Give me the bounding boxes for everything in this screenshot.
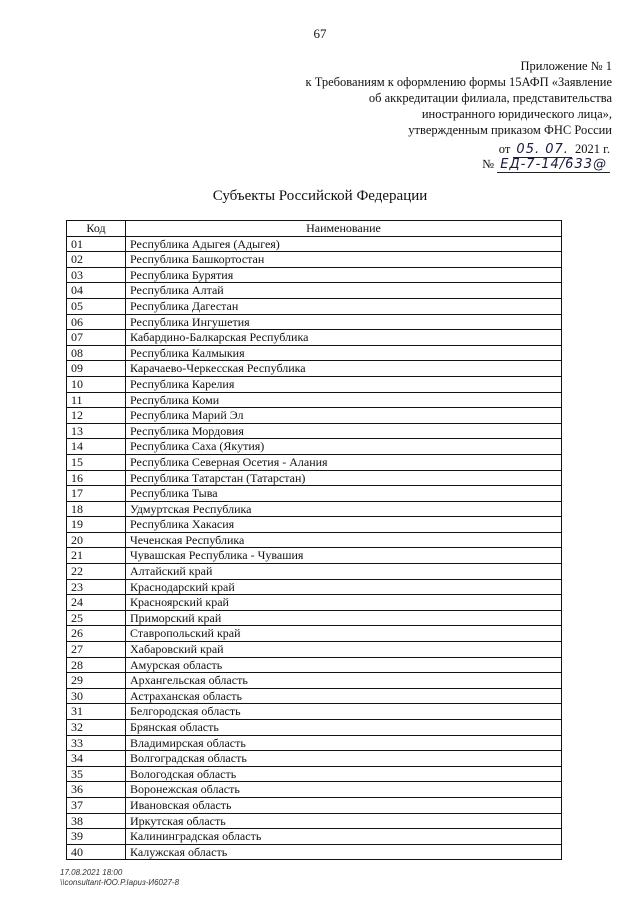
table-row — [67, 298, 562, 314]
table-row — [67, 610, 562, 626]
row-code: 24 — [67, 595, 126, 611]
table-row — [67, 486, 562, 502]
row-code: 21 — [67, 548, 126, 564]
row-code: 09 — [67, 361, 126, 377]
row-name: Краснодарский край — [126, 579, 562, 595]
row-code: 27 — [67, 642, 126, 658]
row-name: Волгоградская область — [126, 751, 562, 767]
table-row — [67, 314, 562, 330]
subjects-table — [66, 220, 562, 860]
row-name: Республика Тыва — [126, 486, 562, 502]
row-name: Амурская область — [126, 657, 562, 673]
row-name: Республика Марий Эл — [126, 408, 562, 424]
row-code: 08 — [67, 345, 126, 361]
row-code: 23 — [67, 579, 126, 595]
row-code: 40 — [67, 844, 126, 860]
date-prefix: от — [498, 142, 511, 156]
row-code: 04 — [67, 283, 126, 299]
row-name: Республика Адыгея (Адыгея) — [126, 236, 562, 252]
date-suffix: 2021 г. — [575, 142, 610, 156]
table-row — [67, 813, 562, 829]
table-row — [67, 548, 562, 564]
row-code: 25 — [67, 610, 126, 626]
row-name: Республика Коми — [126, 392, 562, 408]
table-row — [67, 657, 562, 673]
row-name: Республика Хакасия — [126, 517, 562, 533]
table-row — [67, 361, 562, 377]
table-row — [67, 408, 562, 424]
table-row — [67, 252, 562, 268]
row-name: Астраханская область — [126, 688, 562, 704]
row-code: 20 — [67, 532, 126, 548]
table-row — [67, 751, 562, 767]
table-row — [67, 439, 562, 455]
date-handwritten: 05. 07. — [513, 142, 571, 158]
row-name: Иркутская область — [126, 813, 562, 829]
row-name: Приморский край — [126, 610, 562, 626]
table-row — [67, 579, 562, 595]
table-row — [67, 376, 562, 392]
row-name: Чеченская Республика — [126, 532, 562, 548]
row-name: Владимирская область — [126, 735, 562, 751]
appendix-line: к Требованиям к оформлению формы 15АФП «Заявление — [305, 75, 612, 89]
row-code: 16 — [67, 470, 126, 486]
row-code: 05 — [67, 298, 126, 314]
table-row — [67, 766, 562, 782]
row-name: Республика Северная Осетия - Алания — [126, 454, 562, 470]
row-code: 10 — [67, 376, 126, 392]
row-code: 35 — [67, 766, 126, 782]
row-code: 13 — [67, 423, 126, 439]
row-code: 36 — [67, 782, 126, 798]
table-row — [67, 720, 562, 736]
row-name: Воронежская область — [126, 782, 562, 798]
table-row — [67, 236, 562, 252]
appendix-line: об аккредитации филиала, представительства — [368, 91, 612, 105]
table-row — [67, 564, 562, 580]
table-row — [67, 704, 562, 720]
table-row — [67, 423, 562, 439]
document-title: Субъекты Российской Федерации — [212, 188, 428, 204]
row-code: 12 — [67, 408, 126, 424]
row-code: 34 — [67, 751, 126, 767]
row-name: Ивановская область — [126, 797, 562, 813]
row-name: Алтайский край — [126, 564, 562, 580]
row-code: 32 — [67, 720, 126, 736]
table-row — [67, 330, 562, 346]
order-date — [410, 142, 610, 157]
table-row — [67, 735, 562, 751]
row-code: 11 — [67, 392, 126, 408]
table-row — [67, 517, 562, 533]
row-name: Республика Ингушетия — [126, 314, 562, 330]
table-row — [67, 829, 562, 845]
table-row — [67, 454, 562, 470]
row-name: Калининградская область — [126, 829, 562, 845]
table-row — [67, 797, 562, 813]
row-code: 02 — [67, 252, 126, 268]
table-row — [67, 532, 562, 548]
table-row — [67, 470, 562, 486]
row-code: 19 — [67, 517, 126, 533]
number-handwritten: ЕД-7-14/633@ — [497, 157, 610, 173]
table-row — [67, 595, 562, 611]
table-row — [67, 844, 562, 860]
appendix-line: Приложение № 1 — [520, 59, 612, 73]
table-row — [67, 688, 562, 704]
table-row — [67, 501, 562, 517]
order-number — [410, 157, 610, 172]
row-code: 26 — [67, 626, 126, 642]
row-code: 14 — [67, 439, 126, 455]
row-name: Республика Алтай — [126, 283, 562, 299]
row-code: 38 — [67, 813, 126, 829]
row-name: Карачаево-Черкесская Республика — [126, 361, 562, 377]
row-name: Республика Калмыкия — [126, 345, 562, 361]
row-code: 29 — [67, 673, 126, 689]
row-code: 15 — [67, 454, 126, 470]
row-name: Вологодская область — [126, 766, 562, 782]
row-code: 18 — [67, 501, 126, 517]
row-code: 30 — [67, 688, 126, 704]
row-name: Республика Бурятия — [126, 267, 562, 283]
row-name: Республика Саха (Якутия) — [126, 439, 562, 455]
row-name: Архангельская область — [126, 673, 562, 689]
footer-timestamp: 17.08.2021 18:00 — [60, 868, 123, 877]
row-code: 31 — [67, 704, 126, 720]
row-name: Кабардино-Балкарская Республика — [126, 330, 562, 346]
row-code: 03 — [67, 267, 126, 283]
row-name: Республика Карелия — [126, 376, 562, 392]
table-row — [67, 673, 562, 689]
row-name: Ставропольский край — [126, 626, 562, 642]
table-row — [67, 283, 562, 299]
table-row — [67, 392, 562, 408]
table-row — [67, 345, 562, 361]
row-code: 39 — [67, 829, 126, 845]
table-header-row — [67, 221, 562, 237]
row-name: Чувашская Республика - Чувашия — [126, 548, 562, 564]
row-code: 01 — [67, 236, 126, 252]
row-name: Белгородская область — [126, 704, 562, 720]
row-code: 33 — [67, 735, 126, 751]
row-name: Красноярский край — [126, 595, 562, 611]
appendix-line: утвержденным приказом ФНС России — [408, 123, 612, 137]
row-code: 28 — [67, 657, 126, 673]
column-header-code: Код — [67, 221, 126, 237]
number-prefix: № — [482, 157, 495, 171]
row-name: Республика Башкортостан — [126, 252, 562, 268]
table-row — [67, 782, 562, 798]
row-name: Брянская область — [126, 720, 562, 736]
page-number: 67 — [313, 26, 327, 41]
column-header-name: Наименование — [126, 221, 562, 237]
row-name: Хабаровский край — [126, 642, 562, 658]
row-name: Республика Татарстан (Татарстан) — [126, 470, 562, 486]
row-name: Удмуртская Республика — [126, 501, 562, 517]
order-signature-block — [410, 142, 610, 172]
row-code: 06 — [67, 314, 126, 330]
row-code: 07 — [67, 330, 126, 346]
row-code: 22 — [67, 564, 126, 580]
row-name: Республика Мордовия — [126, 423, 562, 439]
table-row — [67, 642, 562, 658]
print-footer — [60, 868, 179, 888]
appendix-line: иностранного юридического лица», — [421, 107, 612, 121]
row-code: 17 — [67, 486, 126, 502]
appendix-header — [232, 58, 612, 138]
table-row — [67, 267, 562, 283]
row-name: Республика Дагестан — [126, 298, 562, 314]
footer-path: \\consultant-ЮО.Р.Іарuз-И6027-8 — [60, 878, 180, 887]
row-name: Калужская область — [126, 844, 562, 860]
row-code: 37 — [67, 797, 126, 813]
table-row — [67, 626, 562, 642]
